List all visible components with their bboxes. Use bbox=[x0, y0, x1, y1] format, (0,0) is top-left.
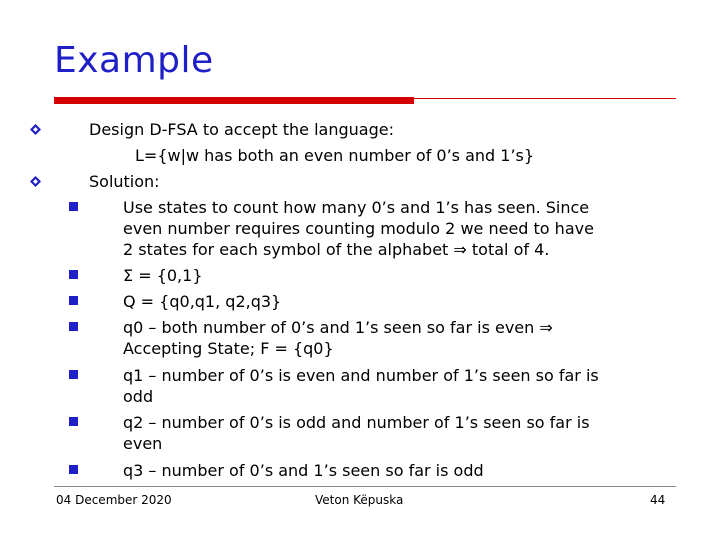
square-bullet-icon bbox=[69, 465, 78, 474]
footer-date: 04 December 2020 bbox=[56, 493, 172, 507]
text-line: even bbox=[123, 434, 163, 453]
title-underline-rule bbox=[414, 98, 676, 99]
text-line: even number requires counting modulo 2 we need to have bbox=[123, 219, 594, 238]
text-line: Use states to count how many 0’s and 1’s has seen. Since bbox=[123, 198, 590, 217]
sub-bullet-alphabet: Σ = {0,1} bbox=[123, 266, 203, 285]
footer-rule bbox=[54, 486, 676, 487]
diamond-bullet-icon bbox=[30, 124, 41, 135]
sub-bullet-q1 bbox=[123, 365, 683, 407]
language-definition: L={w|w has both an even number of 0’s and 1’s} bbox=[135, 146, 535, 165]
sub-bullet-q3: q3 – number of 0’s and 1’s seen so far is odd bbox=[123, 461, 484, 480]
sub-bullet-q0 bbox=[123, 317, 683, 359]
square-bullet-icon bbox=[69, 322, 78, 331]
sub-bullet-states bbox=[123, 197, 683, 260]
square-bullet-icon bbox=[69, 296, 78, 305]
bullet-solution: Solution: bbox=[89, 172, 160, 191]
text-line: 2 states for each symbol of the alphabet ⇒ total of 4. bbox=[123, 240, 550, 259]
square-bullet-icon bbox=[69, 202, 78, 211]
square-bullet-icon bbox=[69, 417, 78, 426]
square-bullet-icon bbox=[69, 270, 78, 279]
text-line: odd bbox=[123, 387, 154, 406]
text-line: q1 – number of 0’s is even and number of 1’s seen so far is bbox=[123, 366, 599, 385]
sub-bullet-q2 bbox=[123, 412, 683, 454]
sub-bullet-states-set: Q = {q0,q1, q2,q3} bbox=[123, 292, 282, 311]
text-line: q0 – both number of 0’s and 1’s seen so far is even ⇒ bbox=[123, 318, 553, 337]
square-bullet-icon bbox=[69, 370, 78, 379]
footer-author: Veton Këpuska bbox=[315, 493, 404, 507]
text-line: q2 – number of 0’s is odd and number of 1’s seen so far is bbox=[123, 413, 590, 432]
footer-page-number: 44 bbox=[650, 493, 666, 507]
slide-title: Example bbox=[54, 40, 214, 81]
title-underline-bar bbox=[54, 97, 414, 104]
diamond-bullet-icon bbox=[30, 176, 41, 187]
text-line: Accepting State; F = {q0} bbox=[123, 339, 334, 358]
bullet-design: Design D-FSA to accept the language: bbox=[89, 120, 394, 139]
